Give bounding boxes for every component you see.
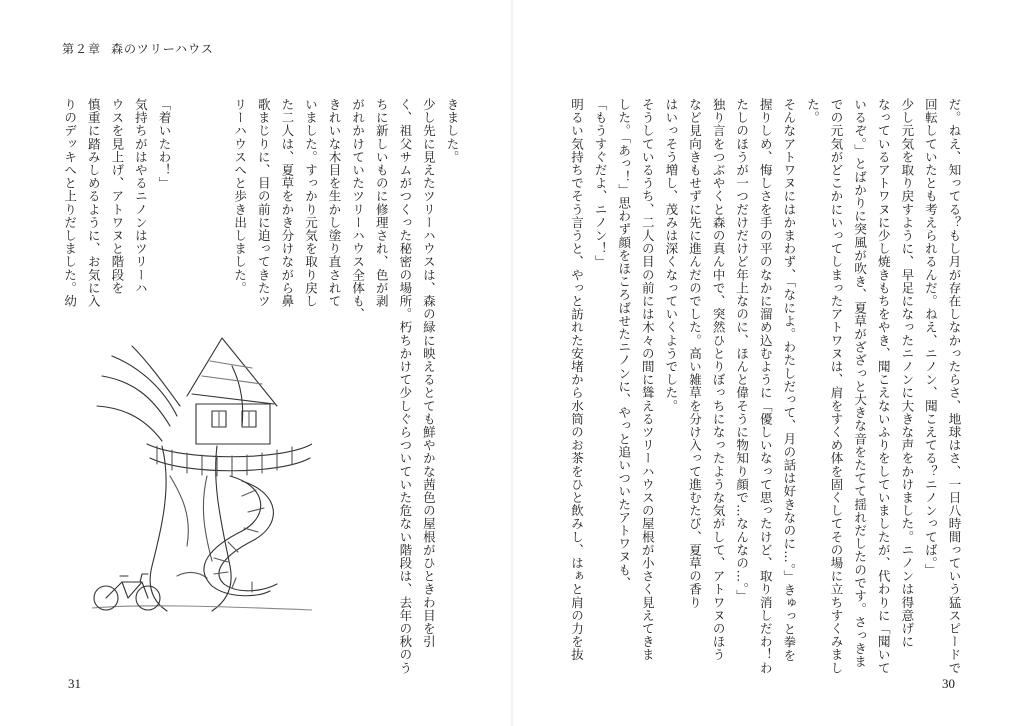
right-page-body [566, 98, 966, 675]
text-line: そうしているうち、二人の目の前には木々の間に聳えるツリーハウスの屋根が小さく見えてきま [640, 98, 656, 662]
text-line: たしのほうが一つだけだけど年上なのに、ほんと偉そうに物知り顔で…なんなの…。」 [734, 98, 750, 603]
page-gutter [511, 0, 513, 726]
text-line: での元気がどこかにいってしまったアトワヌは、肩をすくめ体を固くしてその場に立ちすくみまし [829, 98, 845, 675]
text-line: た。 [805, 98, 821, 125]
text-line: 歌まじりに、目の前に迫ってきたツ [256, 98, 272, 308]
page-number-right: 30 [942, 676, 955, 691]
text-line: きました。 [445, 98, 460, 164]
chapter-title: 森のツリーハウス [111, 42, 214, 56]
page-number-left: 31 [68, 676, 81, 691]
text-line: りのデッキへと上りだしました。幼 [62, 98, 78, 308]
text-line: 「もうすぐだよ、ニノン！」 [593, 98, 609, 269]
text-line: いました。すっかり元気を取り戻し [303, 98, 319, 308]
text-line: だ。ねえ、知ってる？もし月が存在しなかったらさ、地球はさ、一日八時間っていう猛スピードで [947, 98, 962, 675]
text-line: 気持ちがはやるニノンはツリーハ [133, 98, 149, 295]
text-line: 少し先に見えたツリーハウスは、森の緑に映えるとても鮮やかな茜色の屋根がひときわ目を引 [421, 98, 437, 649]
text-line: ウスを見上げ、アトワヌと階段を [109, 98, 125, 295]
text-line: く、祖父サムがつくった秘密の場所。朽ちかけて少しぐらついていた危ない階段は、去年の秋のう [397, 98, 413, 675]
text-line: など見向きもせずに先に進んだのでした。高い雑草を分け入って進むたび、夏草の香り [687, 98, 703, 609]
text-line: きれいな木目を生かし塗り直されて [327, 98, 343, 308]
text-line: た二人は、夏草をかき分けながら鼻 [279, 98, 295, 308]
chapter-number: 第２章 [62, 42, 102, 56]
treehouse-illustration [92, 336, 312, 618]
text-line: はいっそう増し、茂みは深くなっていくようでした。 [663, 98, 679, 413]
text-line: ちに新しいものに修理され、色が剥 [374, 98, 390, 308]
text-line: 慎重に踏みしめるように、お気に入 [86, 98, 102, 308]
text-line: なっているアトワヌに少し焼きもちをやき、聞こえないふりをしていましたが、代わりに「聞いて [876, 98, 892, 675]
text-line: 回転していたとも考えられるんだ。ねえ、ニノン、聞こえてる？ニノンってば。」 [923, 98, 939, 577]
text-line: リーハウスへと歩き出しました。 [232, 98, 248, 295]
text-line: 「着いたわ！」 [157, 98, 172, 190]
running-header [62, 40, 214, 57]
text-line: 握りしめ、悔しさを手の平のなかに溜め込むように「優しいなって思ったけど、取り消しだわ！わ [758, 98, 774, 675]
text-line: した。「あっ！」思わず顔をほころばせたニノンに、やっと追いついたアトワヌも、 [616, 98, 632, 590]
text-line: そんなアトワヌにはかまわず、「なによ。わたしだって、月の話は好きなのに…。」きゅっと拳を [781, 98, 797, 662]
text-line: 独り言をつぶやくと森の真ん中で、突然ひとりぼっちになったような気がして、アトワヌのほう [711, 98, 727, 662]
text-line: 明るい気持ちでそう言うと、やっと訪れた安堵から水筒のお茶をひと飲みし、はぁと肩の力を抜 [569, 98, 585, 662]
text-line: 少し元気を取り戻すように、早足になったニノンに大きな声をかけました。ニノンは得意げに [899, 98, 915, 649]
text-line: がれかけていたツリーハウス全体も、 [350, 98, 366, 321]
text-line: いるぞ。」とばかりに突風が吹き、夏草がざざっと大きな音をたてて揺れだしたのです。さっきま [852, 98, 868, 669]
